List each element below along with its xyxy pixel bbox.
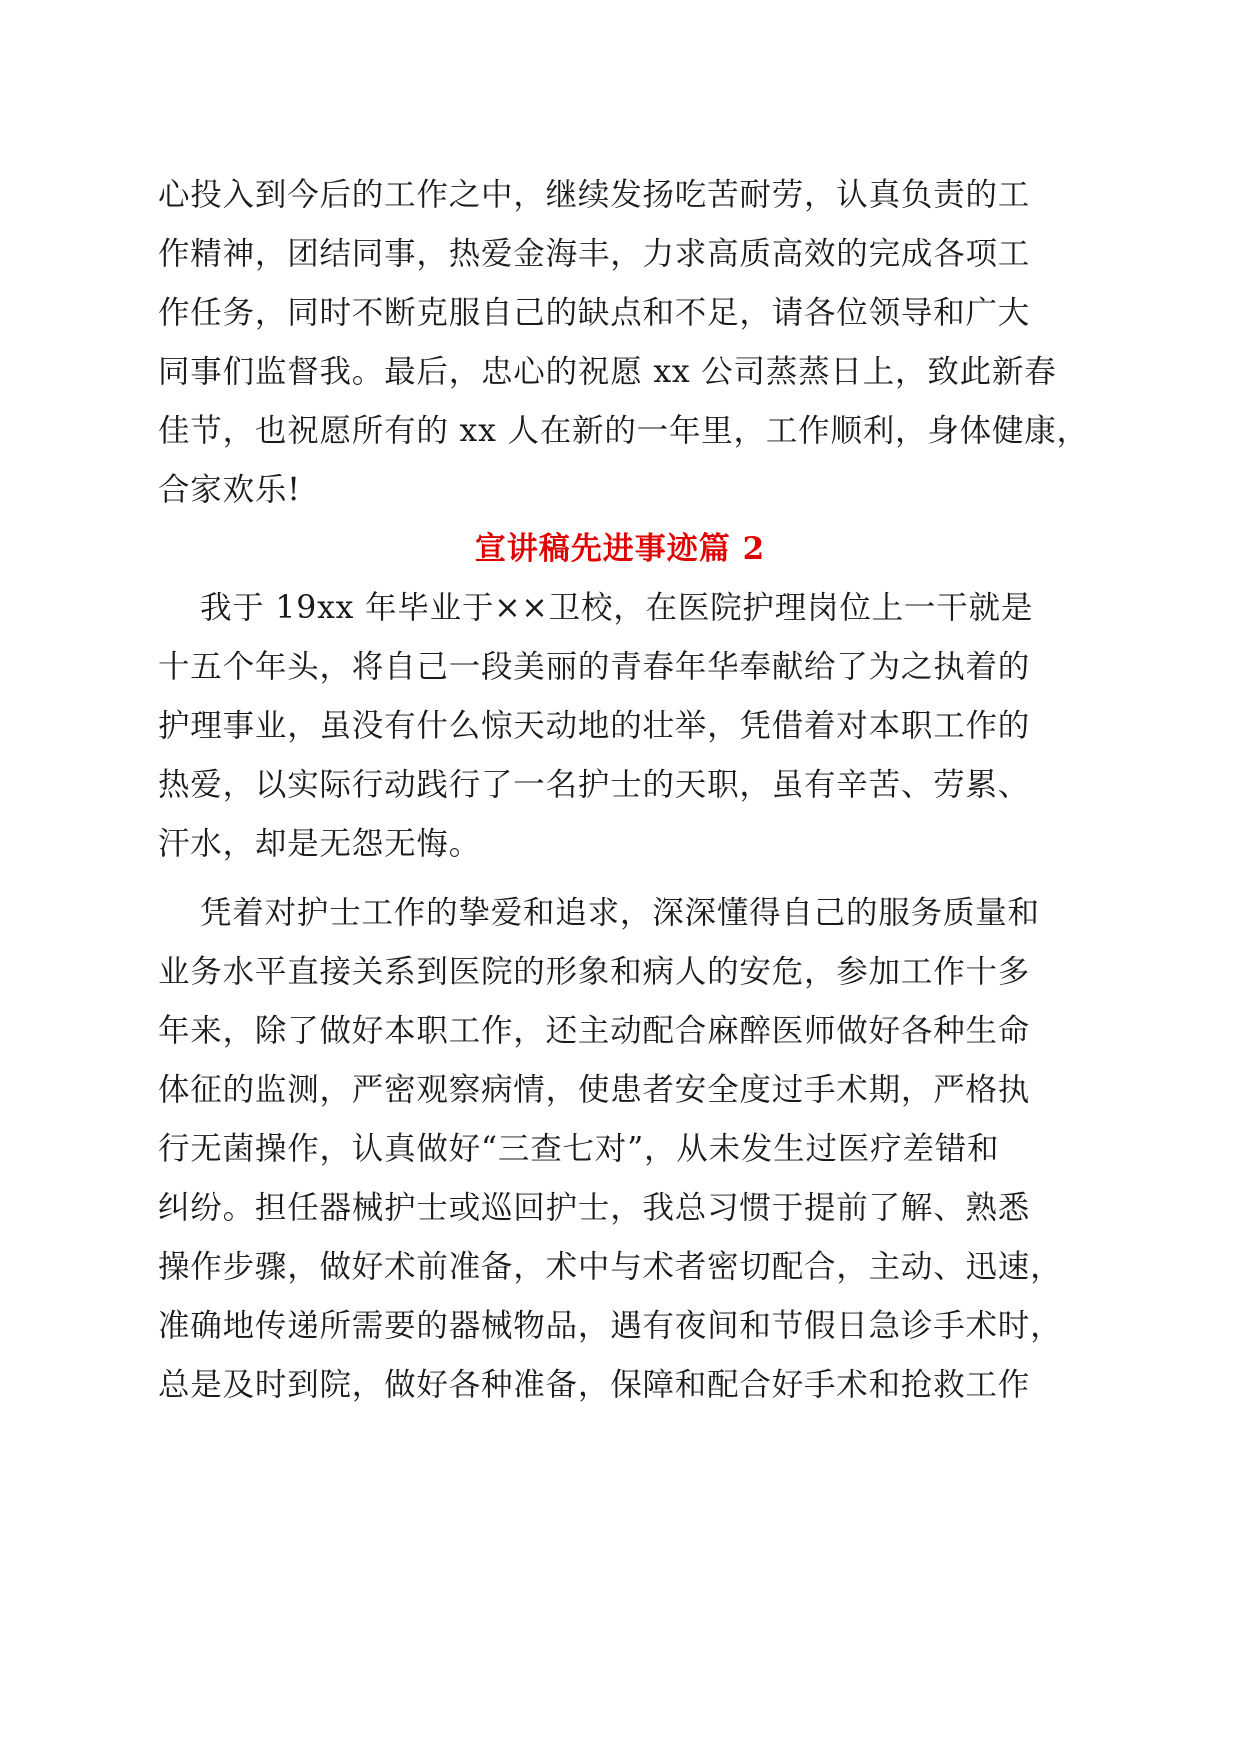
text-line: 我于 19xx 年毕业于××卫校，在医院护理岗位上一干就是 (200, 590, 1034, 626)
text-line: 准确地传递所需要的器械物品，遇有夜间和节假日急诊手术时， (158, 1308, 1063, 1344)
text-line: 行无菌操作，认真做好“三查七对”，从未发生过医疗差错和 (158, 1131, 1000, 1167)
text-line: 同事们监督我。最后，忠心的祝愿 xx 公司蒸蒸日上，致此新春 (158, 354, 1057, 390)
text-line: 体征的监测，严密观察病情，使患者安全度过手术期，严格执 (158, 1072, 1031, 1108)
text-line: 作精神，团结同事，热爱金海丰，力求高质高效的完成各项工 (158, 236, 1031, 272)
text-line: 总是及时到院，做好各种准备，保障和配合好手术和抢救工作 (158, 1367, 1031, 1403)
text-line: 纠纷。担任器械护士或巡回护士，我总习惯于提前了解、熟悉 (158, 1190, 1031, 1226)
text-line: 心投入到今后的工作之中，继续发扬吃苦耐劳，认真负责的工 (158, 177, 1031, 213)
text-line: 年来，除了做好本职工作，还主动配合麻醉医师做好各种生命 (158, 1013, 1031, 1049)
text-line: 业务水平直接关系到医院的形象和病人的安危，参加工作十多 (158, 954, 1031, 990)
text-line: 作任务，同时不断克服自己的缺点和不足，请各位领导和广大 (158, 295, 1031, 331)
text-line: 凭着对护士工作的挚爱和追求，深深懂得自己的服务质量和 (200, 895, 1040, 931)
text-line: 佳节，也祝愿所有的 xx 人在新的一年里，工作顺利，身体健康， (158, 413, 1089, 449)
text-line: 汗水，却是无怨无悔。 (158, 826, 482, 862)
text-line: 护理事业，虽没有什么惊天动地的壮举，凭借着对本职工作的 (158, 708, 1031, 744)
section-title: 宣讲稿先进事迹篇 2 (474, 531, 766, 567)
text-line: 操作步骤，做好术前准备，术中与术者密切配合，主动、迅速， (158, 1249, 1063, 1285)
text-line: 合家欢乐! (158, 472, 301, 508)
text-line: 十五个年头，将自己一段美丽的青春年华奉献给了为之执着的 (158, 649, 1031, 685)
text-line: 热爱，以实际行动践行了一名护士的天职，虽有辛苦、劳累、 (158, 767, 1031, 803)
